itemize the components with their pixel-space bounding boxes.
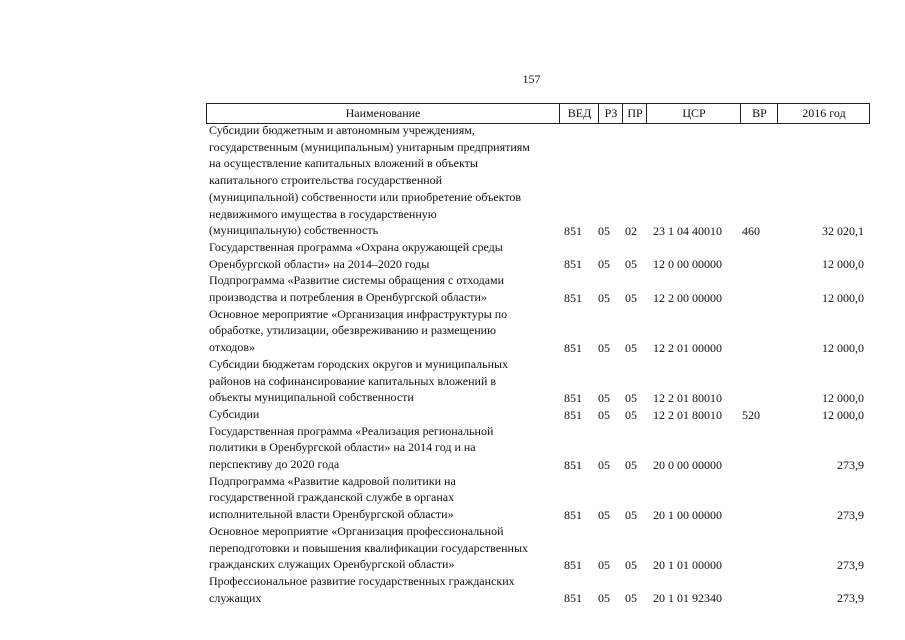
table-row	[206, 573, 870, 606]
row-name-line: на осуществление капитальных вложений в объекты	[209, 156, 478, 171]
row-sum: 12 000,0	[822, 340, 864, 355]
row-name-line: обработке, утилизации, обезвреживанию и размещению	[209, 323, 497, 338]
row-name	[209, 356, 554, 406]
row-name-line: политики в Оренбургской области» на 2014 год и на	[209, 440, 476, 455]
row-name-line: исполнительной власти Оренбургской области»	[209, 507, 454, 522]
row-name-line: Подпрограмма «Развитие системы обращения с отходами	[209, 273, 505, 288]
row-name-line: Профессиональное развитие государственных гражданских	[209, 573, 515, 588]
header-csr: ЦСР	[646, 104, 741, 123]
row-name	[209, 122, 554, 239]
row-pr: 05	[625, 340, 637, 355]
row-csr: 12 0 00 00000	[653, 257, 722, 272]
row-name-line: Субсидии бюджетным и автономным учреждениям,	[209, 123, 475, 137]
row-rz: 05	[598, 591, 610, 606]
page-number: 157	[522, 72, 541, 86]
header-rz: РЗ	[598, 104, 623, 123]
row-ved: 851	[564, 557, 582, 572]
header-vr: ВР	[740, 104, 778, 123]
row-rz: 05	[598, 340, 610, 355]
row-csr: 20 1 00 00000	[653, 507, 722, 522]
row-ved: 851	[564, 407, 582, 422]
row-rz: 05	[598, 407, 610, 422]
row-pr: 05	[625, 507, 637, 522]
row-ved: 851	[564, 390, 582, 405]
row-name-line: Государственная программа «Реализация региональной	[209, 423, 494, 438]
row-sum: 273,9	[837, 557, 864, 572]
row-name	[209, 473, 554, 523]
header-ved: ВЕД	[559, 104, 599, 123]
table-row	[206, 423, 870, 473]
row-sum: 12 000,0	[822, 290, 864, 305]
table-row	[206, 272, 870, 305]
row-csr: 23 1 04 40010	[653, 223, 722, 238]
row-csr: 20 0 00 00000	[653, 457, 722, 472]
row-name-line: Основное мероприятие «Организация профессиональной	[209, 523, 504, 538]
row-name	[209, 306, 554, 356]
table-header	[206, 103, 870, 124]
row-pr: 05	[625, 257, 637, 272]
row-name-line: капитального строительства государственной	[209, 173, 443, 188]
table-row	[206, 473, 870, 523]
row-csr: 12 2 01 00000	[653, 340, 722, 355]
row-ved: 851	[564, 457, 582, 472]
row-sum: 12 000,0	[822, 390, 864, 405]
row-vr: 520	[742, 407, 760, 422]
row-rz: 05	[598, 557, 610, 572]
row-name-line: районов на софинансирование капитальных вложений в	[209, 373, 497, 388]
row-sum: 273,9	[837, 507, 864, 522]
row-sum: 12 000,0	[822, 407, 864, 422]
header-name: Наименование	[345, 106, 421, 120]
row-csr: 20 1 01 92340	[653, 591, 722, 606]
row-name	[209, 272, 554, 305]
row-csr: 12 2 00 00000	[653, 290, 722, 305]
row-rz: 05	[598, 507, 610, 522]
row-name	[209, 573, 554, 606]
row-ved: 851	[564, 507, 582, 522]
table-row	[206, 122, 870, 239]
row-name-line: производства и потребления в Оренбургской области»	[209, 290, 487, 304]
row-name-line: (муниципальную) собственность	[209, 223, 379, 238]
row-name-line: объекты муниципальной собственности	[209, 390, 414, 405]
row-name-line: (муниципальной) собственности или приобретение объектов	[209, 189, 522, 204]
table-row	[206, 306, 870, 356]
row-rz: 05	[598, 257, 610, 272]
row-name-line: служащих	[209, 590, 262, 605]
header-pr: ПР	[622, 104, 647, 123]
row-name	[209, 406, 554, 423]
row-name-line: недвижимого имущества в государственную	[209, 206, 437, 221]
row-pr: 02	[625, 223, 637, 238]
row-name-line: Субсидии	[209, 406, 260, 421]
row-name	[209, 239, 554, 272]
row-name-line: государственным (муниципальным) унитарным предприятиям	[209, 139, 530, 154]
row-ved: 851	[564, 257, 582, 272]
row-pr: 05	[625, 557, 637, 572]
row-csr: 20 1 01 00000	[653, 557, 722, 572]
row-name-line: Субсидии бюджетам городских округов и муниципальных	[209, 356, 509, 371]
row-rz: 05	[598, 390, 610, 405]
row-rz: 05	[598, 290, 610, 305]
row-pr: 05	[625, 290, 637, 305]
row-pr: 05	[625, 407, 637, 422]
table-row	[206, 356, 870, 406]
row-rz: 05	[598, 223, 610, 238]
row-name-line: перспективу до 2020 года	[209, 457, 340, 471]
row-rz: 05	[598, 457, 610, 472]
row-name-line: Основное мероприятие «Организация инфраструктуры по	[209, 306, 508, 321]
row-name-line: гражданских служащих Оренбургской области»	[209, 557, 455, 572]
row-sum: 12 000,0	[822, 257, 864, 272]
row-sum: 273,9	[837, 591, 864, 606]
row-name	[209, 523, 554, 573]
row-ved: 851	[564, 591, 582, 606]
table-row	[206, 523, 870, 573]
row-csr: 12 2 01 80010	[653, 390, 722, 405]
row-pr: 05	[625, 457, 637, 472]
row-ved: 851	[564, 340, 582, 355]
table-row	[206, 239, 870, 272]
table-row	[206, 406, 870, 423]
row-name-line: отходов»	[209, 340, 256, 355]
row-name-line: государственной гражданской службе в органах	[209, 490, 455, 505]
row-sum: 273,9	[837, 457, 864, 472]
row-name-line: переподготовки и повышения квалификации государственных	[209, 540, 529, 555]
row-name-line: Подпрограмма «Развитие кадровой политики на	[209, 473, 456, 488]
row-sum: 32 020,1	[822, 223, 864, 238]
row-pr: 05	[625, 390, 637, 405]
row-ved: 851	[564, 223, 582, 238]
row-vr: 460	[742, 223, 760, 238]
row-csr: 12 2 01 80010	[653, 407, 722, 422]
row-pr: 05	[625, 591, 637, 606]
row-name	[209, 423, 554, 473]
row-name-line: Оренбургской области» на 2014–2020 годы	[209, 256, 430, 271]
row-ved: 851	[564, 290, 582, 305]
header-year: 2016 год	[777, 104, 870, 123]
row-name-line: Государственная программа «Охрана окружающей среды	[209, 239, 503, 254]
